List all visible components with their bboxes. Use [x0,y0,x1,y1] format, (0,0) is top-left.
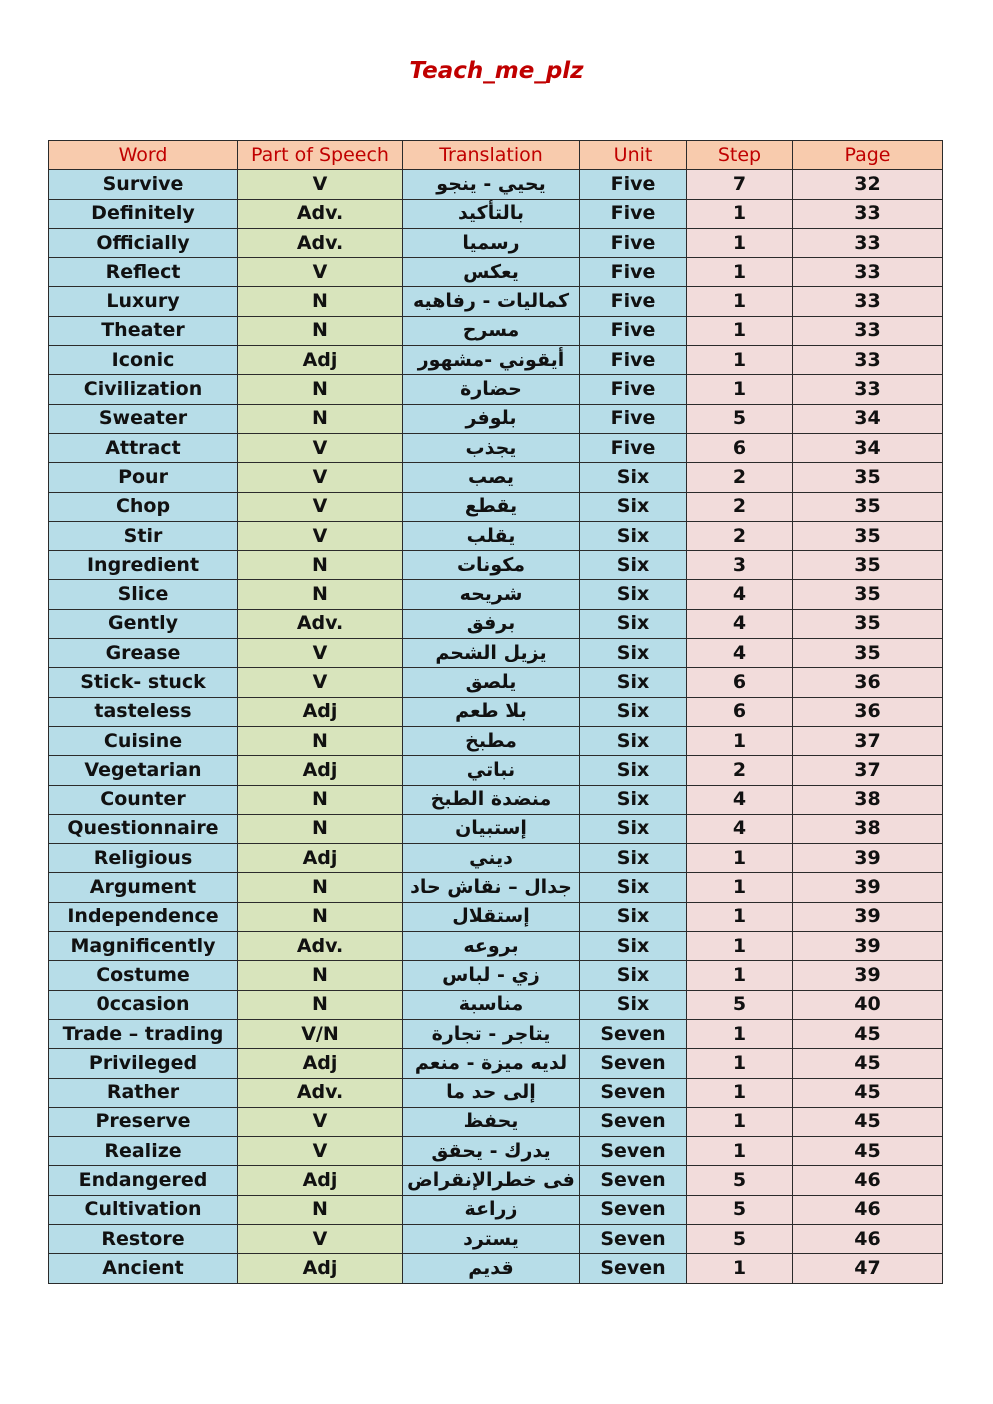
translation-cell: مناسبة [403,990,580,1019]
unit-cell: Six [580,873,687,902]
translation-cell: بالتأكيد [403,199,580,228]
unit-cell: Six [580,609,687,638]
translation-cell: قديم [403,1254,580,1283]
translation-cell: يسترد [403,1224,580,1253]
part-of-speech-cell: V [238,463,403,492]
step-cell: 1 [687,726,793,755]
word-cell: Preserve [49,1107,238,1136]
step-cell: 1 [687,258,793,287]
unit-cell: Six [580,580,687,609]
unit-cell: Six [580,551,687,580]
part-of-speech-cell: N [238,316,403,345]
word-cell: Iconic [49,346,238,375]
table-row [49,346,943,375]
translation-cell: مسرح [403,316,580,345]
table-row [49,521,943,550]
table-row [49,316,943,345]
page-cell: 34 [793,404,943,433]
table-row [49,668,943,697]
page-cell: 36 [793,668,943,697]
step-cell: 4 [687,580,793,609]
page-cell: 39 [793,873,943,902]
table-row [49,199,943,228]
part-of-speech-cell: N [238,814,403,843]
table-row [49,932,943,961]
unit-cell: Five [580,170,687,199]
part-of-speech-cell: N [238,551,403,580]
step-cell: 3 [687,551,793,580]
step-cell: 1 [687,1049,793,1078]
word-cell: Stir [49,521,238,550]
word-cell: Stick- stuck [49,668,238,697]
page-cell: 33 [793,375,943,404]
word-cell: Officially [49,228,238,257]
translation-cell: جدال – نقاش حاد [403,873,580,902]
translation-cell: إستبيان [403,814,580,843]
step-cell: 1 [687,1078,793,1107]
page-cell: 36 [793,697,943,726]
part-of-speech-cell: N [238,404,403,433]
word-cell: Slice [49,580,238,609]
table-row [49,1049,943,1078]
part-of-speech-cell: N [238,580,403,609]
translation-cell: شريحه [403,580,580,609]
part-of-speech-cell: Adv. [238,1078,403,1107]
step-cell: 2 [687,463,793,492]
step-cell: 7 [687,170,793,199]
translation-cell: حضارة [403,375,580,404]
table-row [49,492,943,521]
word-cell: Gently [49,609,238,638]
step-cell: 5 [687,1224,793,1253]
unit-cell: Six [580,668,687,697]
unit-cell: Five [580,199,687,228]
page-cell: 35 [793,551,943,580]
word-cell: Cuisine [49,726,238,755]
page-cell: 34 [793,433,943,462]
word-cell: Magnificently [49,932,238,961]
step-cell: 5 [687,1166,793,1195]
step-cell: 1 [687,902,793,931]
part-of-speech-cell: V [238,668,403,697]
step-cell: 4 [687,814,793,843]
page-cell: 35 [793,639,943,668]
word-cell: Realize [49,1137,238,1166]
unit-cell: Five [580,404,687,433]
table-row [49,697,943,726]
unit-cell: Five [580,316,687,345]
unit-cell: Six [580,697,687,726]
unit-cell: Seven [580,1166,687,1195]
unit-cell: Seven [580,1137,687,1166]
page-title: Teach_me_plz [409,58,584,84]
step-cell: 5 [687,404,793,433]
page-cell: 45 [793,1049,943,1078]
step-cell: 2 [687,492,793,521]
translation-cell: إستقلال [403,902,580,931]
word-cell: Religious [49,844,238,873]
part-of-speech-cell: N [238,287,403,316]
unit-cell: Six [580,726,687,755]
part-of-speech-cell: Adj [238,697,403,726]
step-cell: 1 [687,873,793,902]
page-cell: 47 [793,1254,943,1283]
page-cell: 37 [793,726,943,755]
page-cell: 39 [793,932,943,961]
part-of-speech-cell: N [238,961,403,990]
unit-cell: Seven [580,1049,687,1078]
translation-cell: يدرك - يحقق [403,1137,580,1166]
table-row [49,1019,943,1048]
part-of-speech-cell: V [238,1137,403,1166]
table-row [49,1107,943,1136]
part-of-speech-cell: N [238,990,403,1019]
part-of-speech-cell: Adv. [238,932,403,961]
table-row [49,844,943,873]
table-row [49,726,943,755]
page-cell: 45 [793,1078,943,1107]
page-cell: 39 [793,902,943,931]
step-cell: 1 [687,844,793,873]
word-cell: Endangered [49,1166,238,1195]
step-cell: 1 [687,1019,793,1048]
part-of-speech-cell: Adj [238,844,403,873]
page-cell: 46 [793,1224,943,1253]
page-cell: 46 [793,1166,943,1195]
unit-cell: Five [580,228,687,257]
translation-cell: منضدة الطبخ [403,785,580,814]
word-cell: Theater [49,316,238,345]
step-cell: 4 [687,639,793,668]
part-of-speech-cell: Adj [238,1166,403,1195]
page-cell: 35 [793,492,943,521]
word-cell: Attract [49,433,238,462]
table-row [49,756,943,785]
page-cell: 33 [793,287,943,316]
part-of-speech-cell: Adj [238,1049,403,1078]
translation-cell: يقطع [403,492,580,521]
part-of-speech-cell: N [238,726,403,755]
translation-cell: يقلب [403,521,580,550]
part-of-speech-cell: N [238,375,403,404]
table-row [49,902,943,931]
part-of-speech-cell: N [238,785,403,814]
part-of-speech-cell: V [238,639,403,668]
unit-cell: Six [580,756,687,785]
table-row [49,990,943,1019]
unit-cell: Five [580,287,687,316]
table-row [49,375,943,404]
word-cell: Trade – trading [49,1019,238,1048]
unit-cell: Six [580,990,687,1019]
unit-cell: Seven [580,1195,687,1224]
part-of-speech-cell: V [238,258,403,287]
unit-cell: Six [580,785,687,814]
unit-cell: Six [580,932,687,961]
part-of-speech-cell: Adv. [238,609,403,638]
unit-cell: Six [580,814,687,843]
page-cell: 46 [793,1195,943,1224]
word-cell: Ancient [49,1254,238,1283]
unit-cell: Six [580,844,687,873]
translation-cell: رسميا [403,228,580,257]
translation-cell: لديه ميزة - منعم [403,1049,580,1078]
table-row [49,258,943,287]
step-cell: 1 [687,199,793,228]
word-cell: Argument [49,873,238,902]
unit-cell: Seven [580,1107,687,1136]
header-step: Step [687,141,793,170]
table-row [49,463,943,492]
header-page: Page [793,141,943,170]
translation-cell: فى خطرالإنقراض [403,1166,580,1195]
translation-cell: أيقوني -مشهور [403,346,580,375]
part-of-speech-cell: V [238,1224,403,1253]
translation-cell: ديني [403,844,580,873]
word-cell: Civilization [49,375,238,404]
table-row [49,1254,943,1283]
word-cell: Counter [49,785,238,814]
word-cell: tasteless [49,697,238,726]
word-cell: Definitely [49,199,238,228]
translation-cell: نباتي [403,756,580,785]
table-row [49,639,943,668]
step-cell: 6 [687,433,793,462]
translation-cell: مطبخ [403,726,580,755]
unit-cell: Five [580,433,687,462]
word-cell: Cultivation [49,1195,238,1224]
translation-cell: يحفظ [403,1107,580,1136]
step-cell: 1 [687,346,793,375]
page-cell: 39 [793,961,943,990]
page-cell: 33 [793,316,943,345]
table-row [49,433,943,462]
table-row [49,404,943,433]
word-cell: Costume [49,961,238,990]
word-cell: Reflect [49,258,238,287]
part-of-speech-cell: V [238,170,403,199]
step-cell: 1 [687,1137,793,1166]
unit-cell: Six [580,463,687,492]
page-cell: 35 [793,609,943,638]
table-row [49,551,943,580]
translation-cell: زي - لباس [403,961,580,990]
translation-cell: برفق [403,609,580,638]
unit-cell: Seven [580,1224,687,1253]
translation-cell: يعكس [403,258,580,287]
translation-cell: يجذب [403,433,580,462]
part-of-speech-cell: V [238,1107,403,1136]
unit-cell: Six [580,639,687,668]
translation-cell: يزيل الشحم [403,639,580,668]
header-word: Word [49,141,238,170]
header-unit: Unit [580,141,687,170]
translation-cell: يصب [403,463,580,492]
word-cell: Privileged [49,1049,238,1078]
word-cell: Survive [49,170,238,199]
unit-cell: Five [580,258,687,287]
table-row [49,287,943,316]
table-row [49,1224,943,1253]
unit-cell: Six [580,902,687,931]
translation-cell: بلا طعم [403,697,580,726]
unit-cell: Six [580,492,687,521]
translation-cell: يلصق [403,668,580,697]
page-cell: 32 [793,170,943,199]
step-cell: 6 [687,697,793,726]
table-row [49,1195,943,1224]
word-cell: Ingredient [49,551,238,580]
translation-cell: مكونات [403,551,580,580]
step-cell: 6 [687,668,793,697]
step-cell: 1 [687,1254,793,1283]
page-cell: 33 [793,199,943,228]
table-row [49,873,943,902]
word-cell: Chop [49,492,238,521]
page-cell: 35 [793,463,943,492]
step-cell: 1 [687,287,793,316]
translation-cell: كماليات - رفاهيه [403,287,580,316]
page-cell: 33 [793,258,943,287]
part-of-speech-cell: Adj [238,1254,403,1283]
translation-cell: يتاجر - تجارة [403,1019,580,1048]
page-cell: 38 [793,814,943,843]
step-cell: 1 [687,375,793,404]
page-cell: 35 [793,521,943,550]
page-cell: 45 [793,1137,943,1166]
step-cell: 1 [687,316,793,345]
page-cell: 45 [793,1019,943,1048]
unit-cell: Six [580,961,687,990]
translation-cell: بروعه [403,932,580,961]
word-cell: Rather [49,1078,238,1107]
unit-cell: Five [580,375,687,404]
part-of-speech-cell: N [238,873,403,902]
header-part-of-speech: Part of Speech [238,141,403,170]
page-cell: 33 [793,346,943,375]
translation-cell: إلى حد ما [403,1078,580,1107]
part-of-speech-cell: Adj [238,756,403,785]
vocabulary-table [48,140,943,1284]
translation-cell: زراعة [403,1195,580,1224]
part-of-speech-cell: Adv. [238,199,403,228]
unit-cell: Seven [580,1254,687,1283]
step-cell: 5 [687,1195,793,1224]
step-cell: 2 [687,756,793,785]
part-of-speech-cell: N [238,902,403,931]
table-row [49,170,943,199]
step-cell: 2 [687,521,793,550]
word-cell: Questionnaire [49,814,238,843]
header-row [49,141,943,170]
part-of-speech-cell: V/N [238,1019,403,1048]
step-cell: 5 [687,990,793,1019]
page-cell: 45 [793,1107,943,1136]
page-cell: 37 [793,756,943,785]
step-cell: 1 [687,932,793,961]
table-row [49,814,943,843]
table-row [49,961,943,990]
table-row [49,1137,943,1166]
translation-cell: بلوفر [403,404,580,433]
word-cell: Grease [49,639,238,668]
page-cell: 38 [793,785,943,814]
header-translation: Translation [403,141,580,170]
word-cell: Luxury [49,287,238,316]
step-cell: 1 [687,228,793,257]
word-cell: Restore [49,1224,238,1253]
page-cell: 39 [793,844,943,873]
part-of-speech-cell: V [238,433,403,462]
unit-cell: Seven [580,1019,687,1048]
word-cell: Pour [49,463,238,492]
part-of-speech-cell: V [238,492,403,521]
table-row [49,609,943,638]
step-cell: 4 [687,785,793,814]
page-cell: 40 [793,990,943,1019]
table-row [49,1166,943,1195]
unit-cell: Six [580,521,687,550]
translation-cell: يحيي - ينجو [403,170,580,199]
word-cell: 0ccasion [49,990,238,1019]
page-cell: 35 [793,580,943,609]
word-cell: Sweater [49,404,238,433]
word-cell: Independence [49,902,238,931]
table-row [49,228,943,257]
part-of-speech-cell: V [238,521,403,550]
table-row [49,1078,943,1107]
step-cell: 1 [687,1107,793,1136]
part-of-speech-cell: Adj [238,346,403,375]
part-of-speech-cell: Adv. [238,228,403,257]
table-row [49,580,943,609]
word-cell: Vegetarian [49,756,238,785]
step-cell: 4 [687,609,793,638]
unit-cell: Seven [580,1078,687,1107]
step-cell: 1 [687,961,793,990]
page-cell: 33 [793,228,943,257]
unit-cell: Five [580,346,687,375]
part-of-speech-cell: N [238,1195,403,1224]
table-row [49,785,943,814]
